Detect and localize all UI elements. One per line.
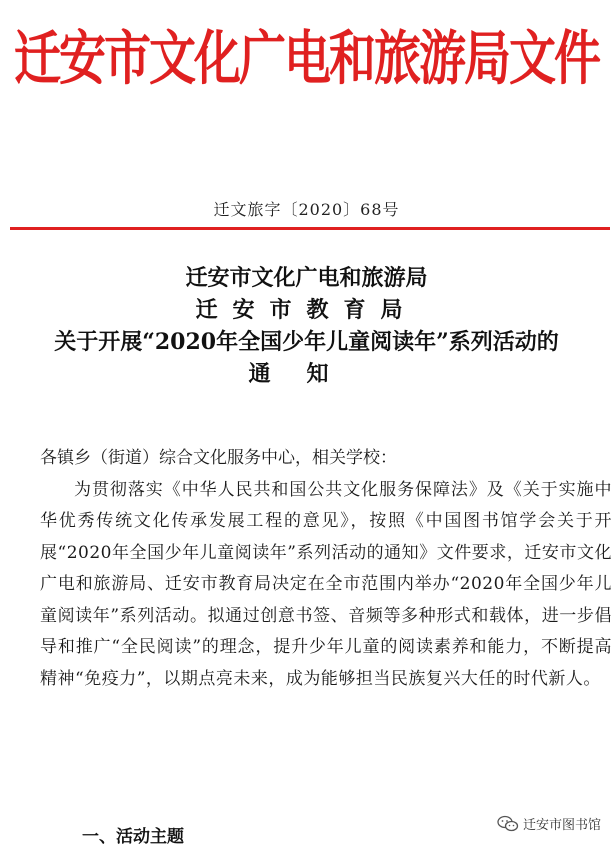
notice-title [0,262,613,390]
title-issuer-2: 迁安市教育局 [195,297,418,323]
wechat-icon [497,815,519,833]
body-paragraph: 为贯彻落实《中华人民共和国公共文化服务保障法》及《关于实施中华优秀传统文化传承发展工程的意见》，按照《中国图书馆学会关于开展“2020年全国少年儿童阅读年”系列活动的通知》文件要求，迁安市文化广电和旅游局、迁安市教育局决定在全市范围内举办“2020年全国少年儿童阅读年”系列活动。拟通过创意书签、音频等多种形式和载体，进一步倡导和推广“全民阅读”的理念，提升少年儿童的阅读素养和能力，不断提高精神“免疫力”，以期点亮未来，成为能够担当民族复兴大任的时代新人。 [40,479,612,689]
red-divider-line [10,227,610,230]
salutation: 各镇乡（街道）综合文化服务中心，相关学校： [40,448,397,468]
section-heading: 一、活动主题 [82,827,184,847]
title-issuer-1: 迁安市文化广电和旅游局 [185,265,428,291]
title-subject: 关于开展“2020年全国少年儿童阅读年”系列活动的 [54,329,559,355]
document-header-title: 迁安市文化广电和旅游局文件 [14,24,599,94]
title-notice: 通知 [248,361,365,387]
wechat-watermark [493,812,605,835]
document-number: 迁文旅字〔2020〕68号 [213,200,400,219]
document-body [40,443,612,695]
watermark-label: 迁安市图书馆 [522,818,601,833]
